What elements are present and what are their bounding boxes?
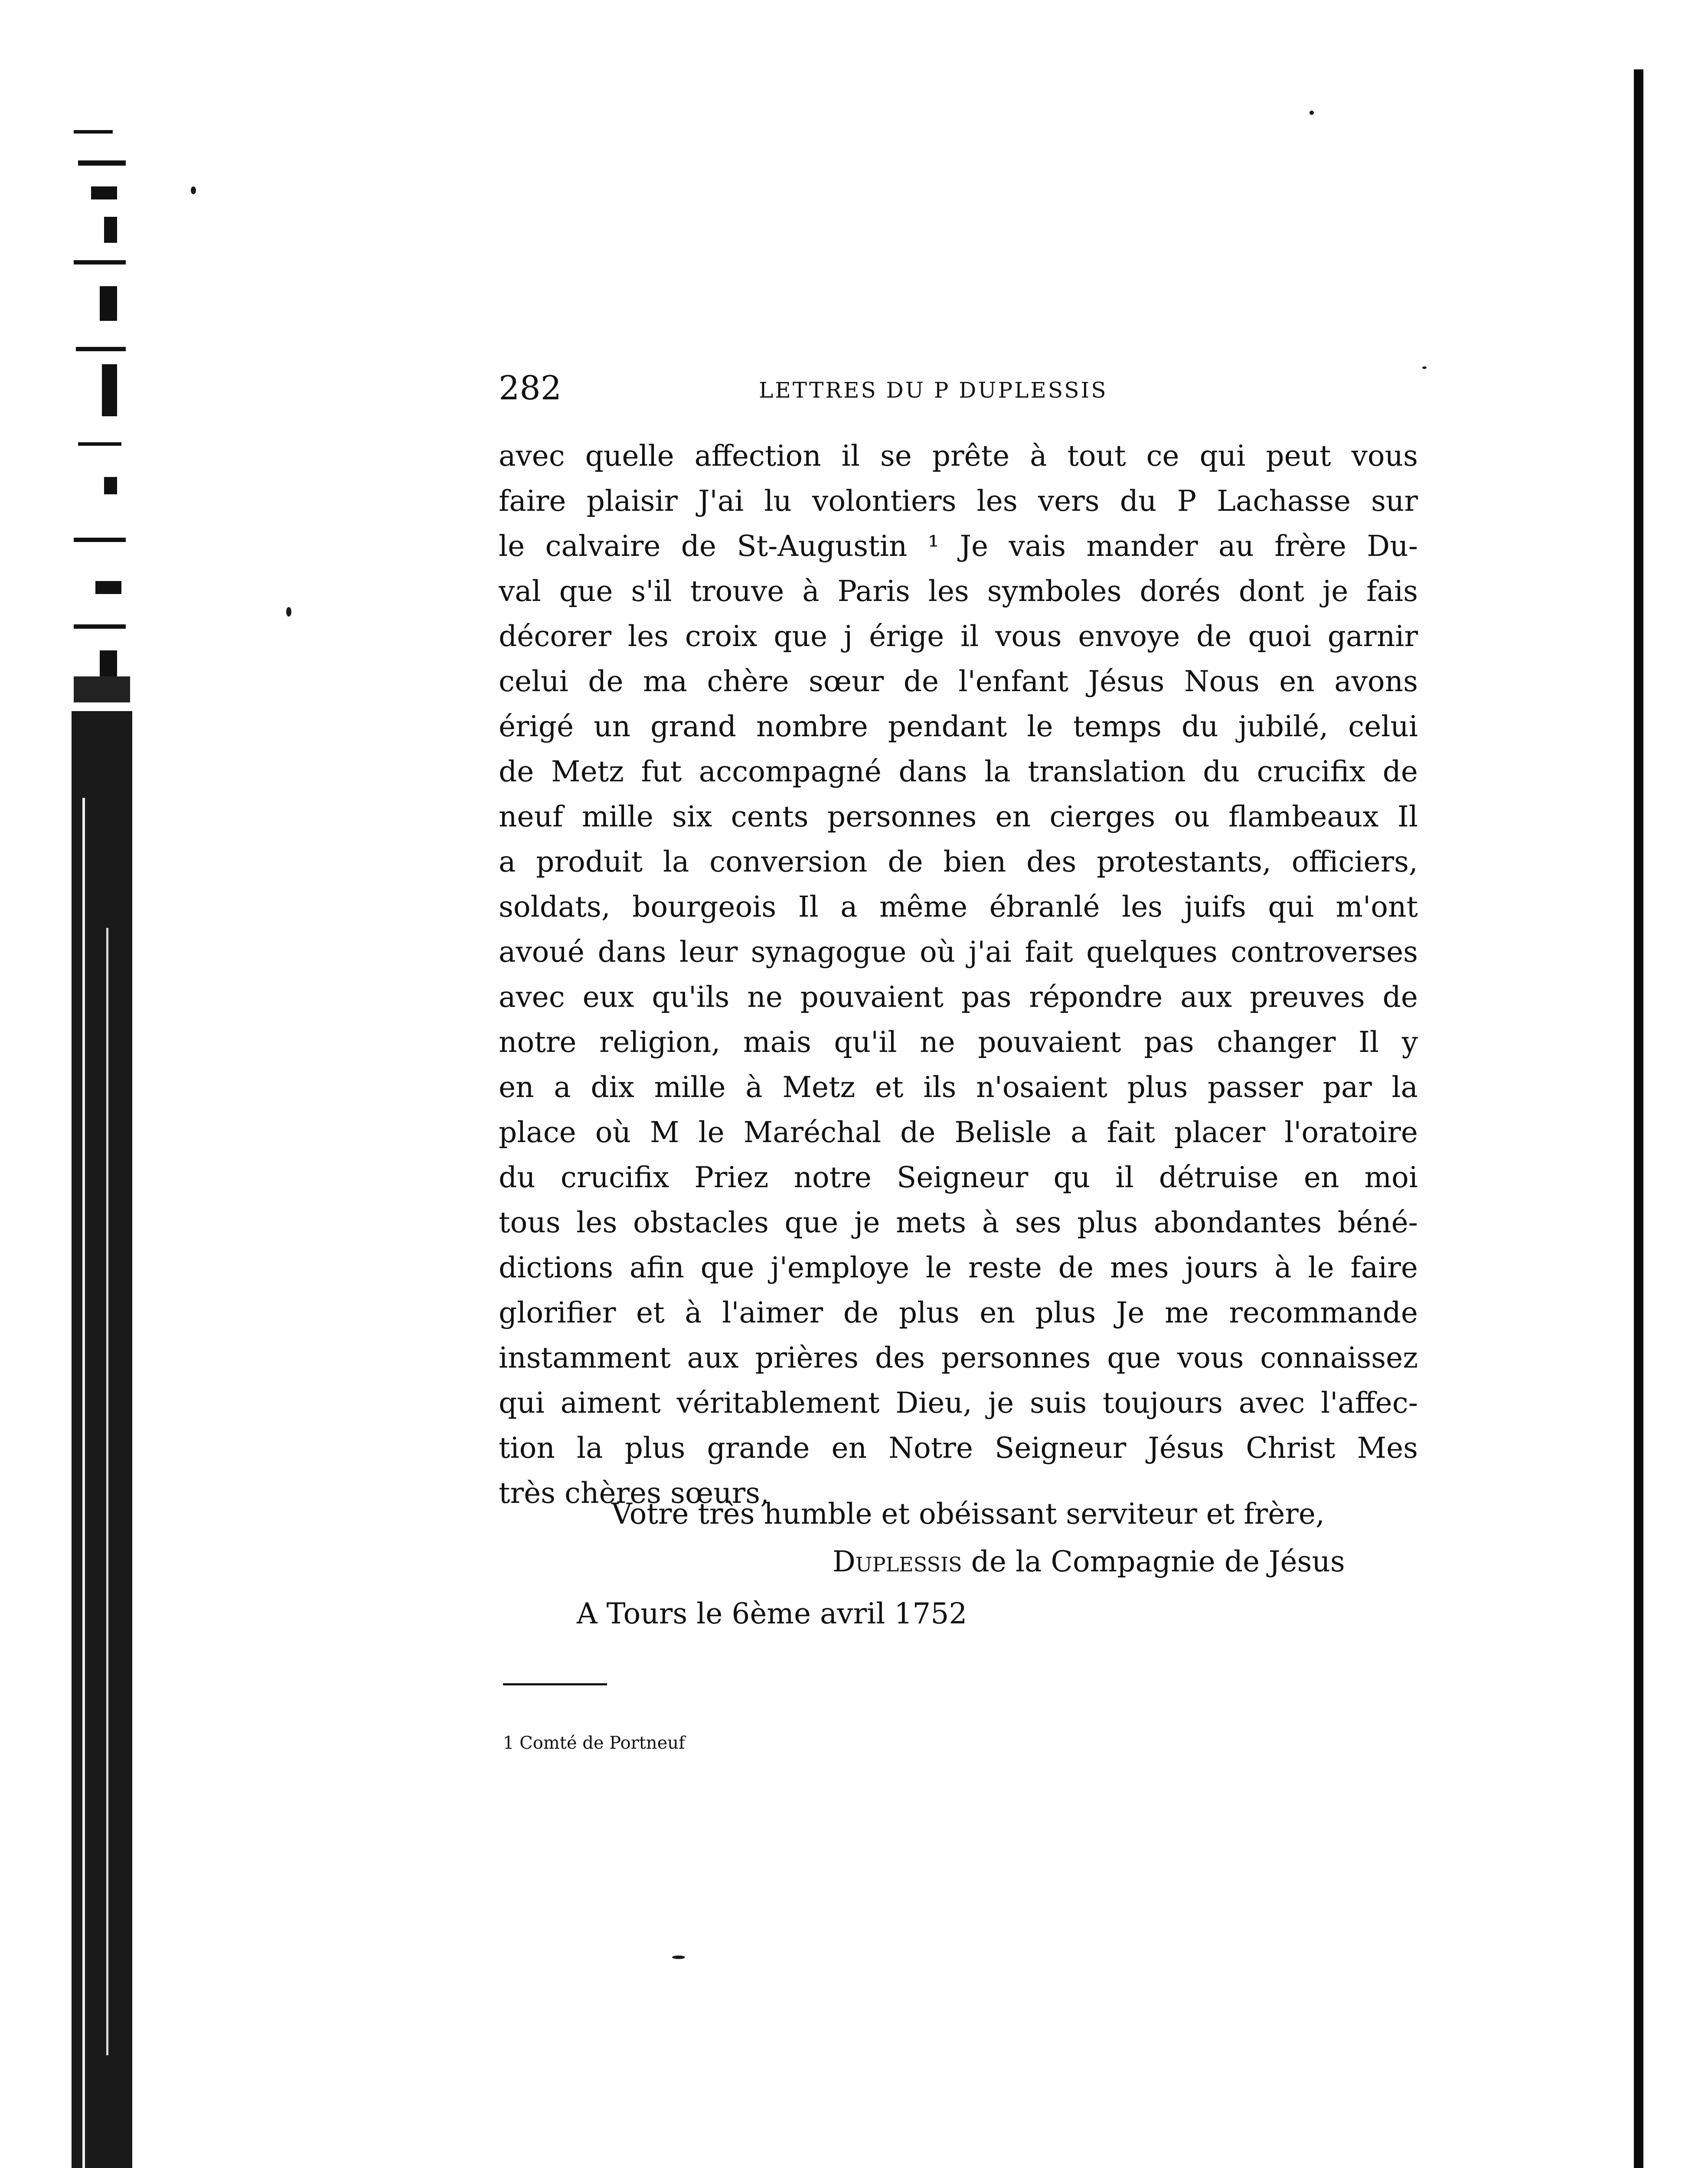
text-line: instamment aux prières des personnes que vous connaissez: [499, 1341, 1418, 1375]
text-line: avec eux qu'ils ne pouvaient pas répondre aux preuves de: [499, 980, 1418, 1014]
scan-speck: [286, 607, 291, 617]
text-line: notre religion, mais qu'il ne pouvaient pas changer Il y: [499, 1025, 1418, 1059]
text-line: faire plaisir J'ai lu volontiers les vers du P Lachasse sur: [499, 484, 1418, 518]
text-line: avec quelle affection il se prête à tout ce qui peut vous: [499, 439, 1418, 473]
text-line: tous les obstacles que je mets à ses plus abondantes béné-: [499, 1206, 1418, 1239]
running-head: LETTRES DU P DUPLESSIS: [759, 378, 1108, 403]
dateline: A Tours le 6ème avril 1752: [577, 1597, 967, 1630]
text-line: de Metz fut accompagné dans la translation du crucifix de: [499, 755, 1418, 788]
text-line: très chères sœurs,: [499, 1476, 770, 1510]
letter-body: [499, 434, 1418, 1516]
text-line: val que s'il trouve à Paris les symboles dorés dont je fais: [499, 575, 1418, 608]
scanned-binding-edge: [65, 104, 139, 2168]
text-line: celui de ma chère sœur de l'enfant Jésus Nous en avons: [499, 665, 1418, 698]
signature-affiliation: de la Compagnie de Jésus: [971, 1545, 1345, 1578]
scan-speck: [191, 186, 196, 194]
signature: [833, 1539, 1345, 1584]
scan-speck: [1422, 366, 1427, 369]
text-line: qui aiment véritablement Dieu, je suis toujours avec l'affec-: [499, 1386, 1418, 1420]
scan-speck: [672, 1956, 685, 1959]
text-line: a produit la conversion de bien des protestants, officiers,: [499, 845, 1418, 878]
text-line: neuf mille six cents personnes en cierges ou flambeaux Il: [499, 800, 1418, 833]
signature-name: Duplessis: [833, 1545, 962, 1578]
text-line: avoué dans leur synagogue où j'ai fait quelques controverses: [499, 935, 1418, 969]
footnote: 1 Comté de Portneuf: [503, 1733, 685, 1753]
page-header: [499, 369, 1409, 408]
text-line: dictions afin que j'employe le reste de mes jours à le faire: [499, 1251, 1418, 1284]
text-line: tion la plus grande en Notre Seigneur Jésus Christ Mes: [499, 1431, 1418, 1465]
scan-speck: [1310, 111, 1314, 115]
scan-right-edge: [1634, 69, 1643, 2168]
text-line: du crucifix Priez notre Seigneur qu il détruise en moi: [499, 1161, 1418, 1194]
text-line: décorer les croix que j érige il vous envoye de quoi garnir: [499, 620, 1418, 653]
text-line: place où M le Maréchal de Belisle a fait placer l'oratoire: [499, 1116, 1418, 1149]
text-line: glorifier et à l'aimer de plus en plus Je me recommande: [499, 1296, 1418, 1329]
text-line: le calvaire de St-Augustin ¹ Je vais mander au frère Du-: [499, 529, 1418, 563]
text-line: en a dix mille à Metz et ils n'osaient plus passer par la: [499, 1071, 1418, 1104]
text-line: soldats, bourgeois Il a même ébranlé les juifs qui m'ont: [499, 890, 1418, 924]
text-line: érigé un grand nombre pendant le temps du jubilé, celui: [499, 710, 1418, 743]
footnote-rule: [503, 1683, 607, 1685]
page-number: 282: [499, 369, 562, 407]
closing-formula: Votre très humble et obéissant serviteur et frère,: [611, 1497, 1325, 1531]
